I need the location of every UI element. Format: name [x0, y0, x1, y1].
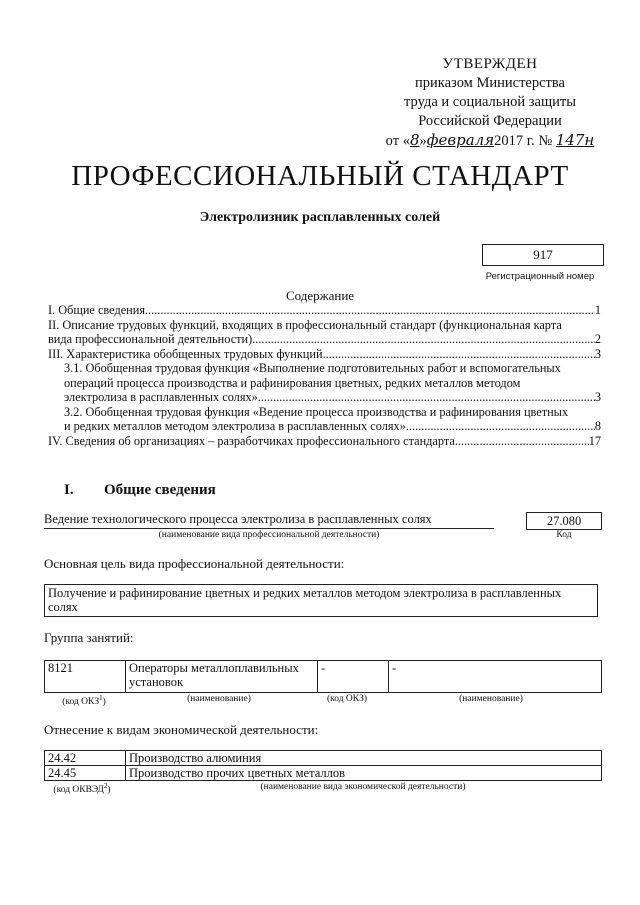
approval-line-4: Российской Федерации	[418, 113, 562, 129]
toc-item-iv[interactable]: IV. Сведения об организациях – разработчиках профессионального стандарта ..... 17	[48, 434, 601, 449]
approval-order-line	[380, 131, 600, 151]
activity-kind-code: 27.080	[526, 512, 602, 530]
order-number: 147н	[555, 131, 595, 149]
toc-item-ii-line1[interactable]: II. Описание трудовых функций, входящих в профессиональный стандарт (функциональная карта	[48, 317, 562, 332]
date-year: 2017 г. №	[494, 133, 553, 149]
date-mid: »	[419, 133, 427, 149]
okz-code-1: 8121	[45, 661, 126, 693]
approval-title: УТВЕРЖДЕН	[442, 56, 538, 72]
section-1-heading	[64, 482, 216, 499]
okved-code-caption: (код ОКВЭД$^2$)	[53, 782, 111, 796]
table-row	[45, 661, 602, 693]
goal-text-box: Получение и рафинирование цветных и редких металлов методом электролиза в расплавленных солях	[44, 584, 598, 617]
activity-kind-name: Ведение технологического процесса электролиза в расплавленных солях	[44, 512, 494, 529]
date-prefix: от «	[385, 133, 410, 149]
econ-label: Отнесение к видам экономической деятельности:	[44, 722, 319, 737]
okz-name-2: -	[389, 661, 602, 693]
okz-code-2-caption: (код ОКЗ)	[326, 694, 368, 704]
group-label: Группа занятий:	[44, 630, 134, 645]
approval-line-2: приказом Министерства	[415, 75, 565, 91]
occupation-group-table	[44, 660, 602, 693]
toc	[48, 303, 601, 448]
registration-label: Регистрационный номер	[485, 271, 595, 282]
toc-item-i[interactable]: I. Общие сведения ..... 1	[48, 303, 601, 318]
toc-item-iii[interactable]: III. Характеристика обобщенных трудовых функций ..... 3	[48, 347, 601, 362]
document-subtitle: Электролизник расплавленных солей	[199, 210, 441, 225]
okz-name-caption: (наименование)	[187, 694, 251, 704]
table-row	[45, 751, 602, 766]
document-title: ПРОФЕССИОНАЛЬНЫЙ СТАНДАРТ	[71, 160, 569, 192]
contents-heading: Содержание	[285, 288, 355, 303]
approval-block	[380, 55, 600, 151]
section-1-title: Общие сведения	[104, 482, 216, 498]
okved-code: 24.42	[45, 751, 126, 766]
okved-name: Производство прочих цветных металлов	[126, 766, 602, 781]
okved-code: 24.45	[45, 766, 126, 781]
okz-name-2-caption: (наименование)	[459, 694, 523, 704]
okved-name: Производство алюминия	[126, 751, 602, 766]
date-month: февраля	[426, 131, 495, 149]
activity-kind-caption: (наименование вида профессиональной деятельности)	[158, 530, 380, 540]
okz-code-caption: (код ОКЗ$^1$)	[62, 694, 106, 708]
toc-item-ii-line2[interactable]: вида профессиональной деятельности) ..... 2	[48, 332, 601, 347]
approval-line-3: труда и социальной защиты	[404, 94, 576, 110]
date-day: 8	[409, 131, 420, 149]
section-1-number: I.	[64, 482, 74, 498]
okz-code-2: -	[318, 661, 389, 693]
goal-label: Основная цель вида профессиональной деятельности:	[44, 556, 345, 571]
okz-name-1: Операторы металлоплавильных установок	[126, 661, 318, 693]
okved-name-caption: (наименование вида экономической деятельности)	[260, 782, 466, 792]
toc-item-3-1[interactable]: 3.1. Обобщенная трудовая функция «Выполнение подготовительных работ и вспомогательных операций процесса производства и рафинирования цветных, редких металлов методом электролиза в расплавленных солях» ..... 3	[48, 361, 601, 405]
registration-number-box: 917	[482, 244, 604, 266]
activity-code-caption: Код	[556, 530, 572, 540]
econ-activity-table	[44, 750, 602, 781]
toc-item-3-2[interactable]: 3.2. Обобщенная трудовая функция «Ведение процесса производства и рафинирования цветных и редких металлов методом электролиза в расплавленных солях» ..... 8	[48, 405, 601, 434]
table-row	[45, 766, 602, 781]
